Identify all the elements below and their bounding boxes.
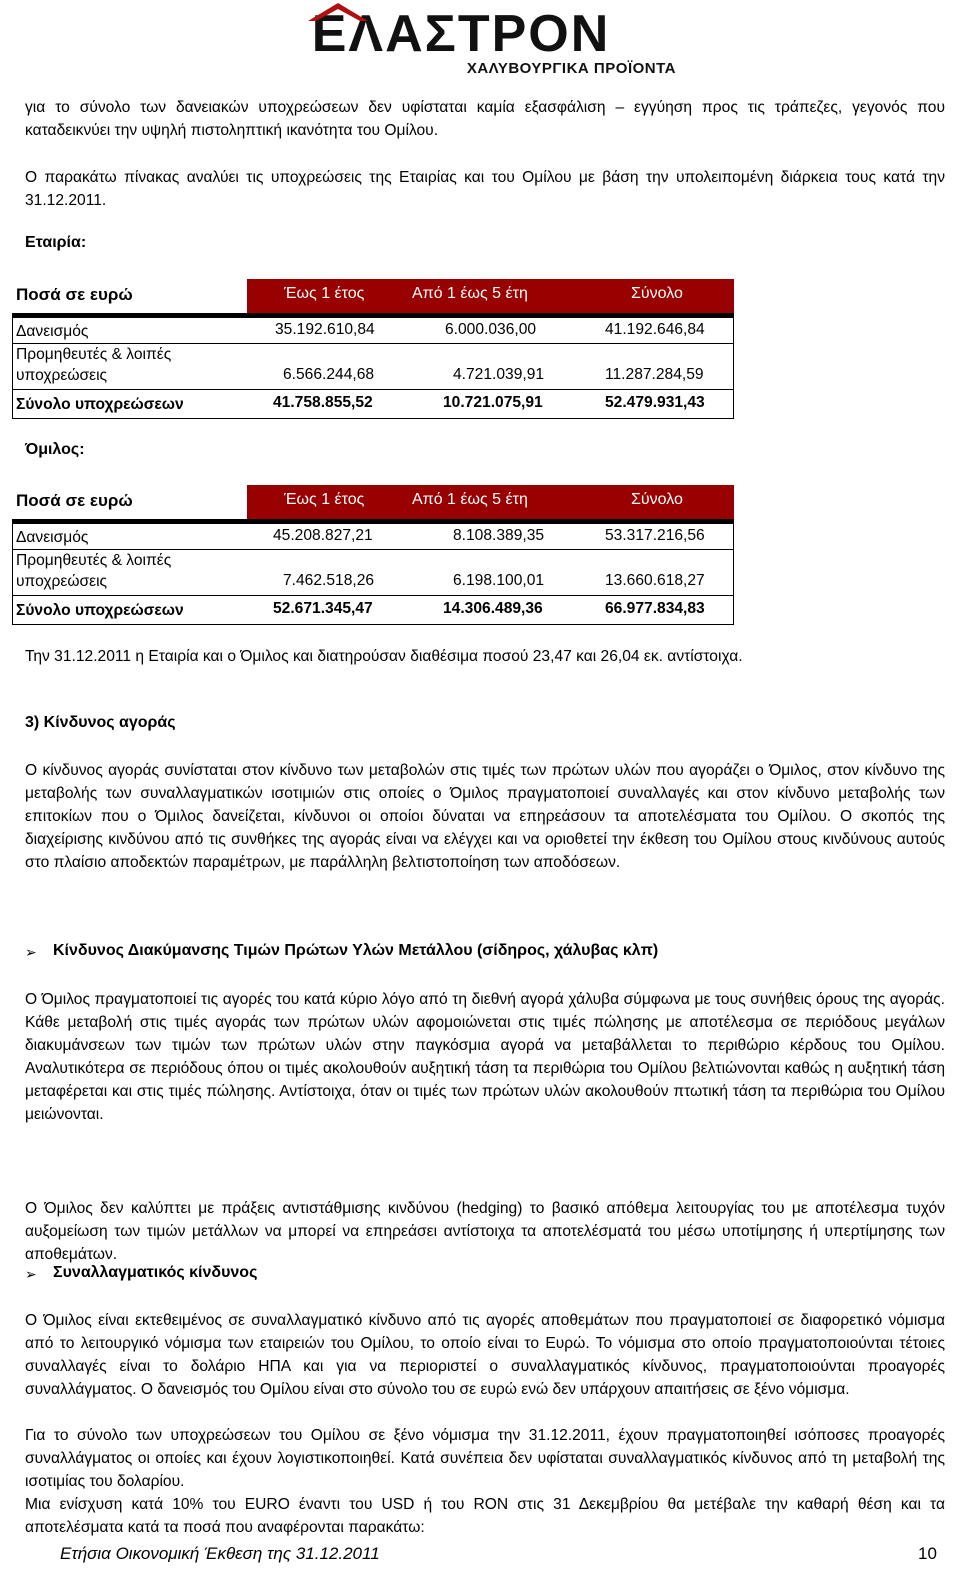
total-value-col3: 52.479.931,43 bbox=[605, 394, 705, 411]
row-divider bbox=[12, 595, 734, 596]
table-left-border bbox=[12, 318, 13, 419]
logo-chevron-icon bbox=[308, 3, 368, 25]
table-left-border bbox=[12, 524, 13, 625]
row-label-line2: υποχρεώσεις bbox=[16, 573, 108, 590]
row-value-col3: 53.317.216,56 bbox=[605, 527, 705, 544]
group-liabilities-table bbox=[12, 485, 734, 625]
header-col-1-to-5-years: Από 1 έως 5 έτη bbox=[412, 285, 528, 302]
row-divider bbox=[12, 389, 734, 390]
total-value-col3: 66.977.834,83 bbox=[605, 600, 705, 617]
row-label-line2: υποχρεώσεις bbox=[16, 367, 108, 384]
row-value-col2: 4.721.039,91 bbox=[453, 366, 545, 383]
total-label: Σύνολο υποχρεώσεων bbox=[16, 602, 184, 619]
row-value-col1: 6.566.244,68 bbox=[283, 366, 375, 383]
table-total-row bbox=[12, 394, 734, 416]
row-value-col2: 6.000.036,00 bbox=[445, 321, 537, 338]
row-label: Δανεισμός bbox=[16, 323, 89, 340]
table-header bbox=[12, 279, 734, 313]
header-amounts-label: Ποσά σε ευρώ bbox=[16, 285, 133, 304]
total-value-col2: 10.721.075,91 bbox=[443, 394, 543, 411]
logo-name: ΕΛΑΣΤΡΟΝ bbox=[311, 5, 611, 63]
paragraph-cash-available: Την 31.12.2011 η Εταιρία και ο Όμιλος και διατηρούσαν διαθέσιμα ποσού 23,47 και 26,04 εκ. αντίστοιχα. bbox=[25, 648, 743, 665]
paragraph-market-risk: Ο κίνδυνος αγοράς συνίσταται στον κίνδυνο των μεταβολών στις τιμές των πρώτων υλών που αγοράζει ο Όμιλος, στον κίνδυνο της μεταβολής των συναλλαγματικών ισοτιμιών στις οποίες ο Όμιλος πραγματοποιεί συναλλαγές και στον κίνδυνο μεταβολής των επιτοκίων που ο Όμιλος δανείζεται, κίνδυνοι οι οποίοι δύναται να επηρεάσουν τα αποτελέσματα του Ομίλου. Ο σκοπός της διαχείρισης κινδύνου από τις συνθήκες της αγοράς είναι να ελέγχει και να οριοθετεί την έκθεση του Ομίλου στους κινδύνους αυτούς στο πλαίσιο αποδεκτών παραμέτρων, με παράλληλη βελτιστοποίηση των αποδόσεων. bbox=[25, 762, 945, 871]
row-value-col2: 8.108.389,35 bbox=[453, 527, 545, 544]
row-label-line1: Προμηθευτές & λοιπές bbox=[16, 552, 172, 569]
row-value-col1: 35.192.610,84 bbox=[275, 321, 375, 338]
paragraph-fx-hedged: Για το σύνολο των υποχρεώσεων του Ομίλου σε ξένο νόμισμα την 31.12.2011, έχουν πραγματοποιηθεί ισόποσες προαγορές συναλλάγματος οι οποίες και έχουν λογιστικοποιηθεί. Κατά συνέπεια δεν υφίσταται συναλλαγματικός κίνδυνος από τη μεταβολή της ισοτιμίας του δολαρίου. bbox=[25, 1427, 945, 1490]
header-col-total: Σύνολο bbox=[631, 285, 683, 302]
header-col-up-to-1-year: Έως 1 έτος bbox=[284, 491, 365, 508]
row-value-col3: 11.287.284,59 bbox=[605, 366, 704, 383]
table-row bbox=[12, 527, 734, 549]
company-liabilities-table bbox=[12, 279, 734, 419]
table-right-border bbox=[733, 524, 734, 625]
paragraph-table-intro: Ο παρακάτω πίνακας αναλύει τις υποχρεώσεις της Εταιρίας και του Ομίλου με βάση την υπολειπομένη διάρκεια τους κατά την 31.12.2011. bbox=[25, 169, 945, 209]
arrow-bullet-icon: ➢ bbox=[25, 944, 37, 960]
row-value-col3: 13.660.618,27 bbox=[605, 572, 705, 589]
arrow-bullet-icon: ➢ bbox=[25, 1266, 37, 1282]
total-label: Σύνολο υποχρεώσεων bbox=[16, 396, 184, 413]
logo-tagline: ΧΑΛΥΒΟΥΡΓΙΚΑ ΠΡΟΪΟΝΤΑ bbox=[466, 60, 676, 77]
page-number: 10 bbox=[918, 1544, 937, 1563]
row-label: Δανεισμός bbox=[16, 529, 89, 546]
header-bar bbox=[247, 279, 734, 313]
heading-raw-material-risk: Κίνδυνος Διακύμανσης Τιμών Πρώτων Υλών Μετάλλου (σίδηρος, χάλυβας κλπ) bbox=[53, 942, 659, 959]
table-row bbox=[12, 321, 734, 343]
table-bottom-border bbox=[12, 418, 734, 419]
header-col-1-to-5-years: Από 1 έως 5 έτη bbox=[412, 491, 528, 508]
company-logo bbox=[236, 0, 686, 80]
paragraph-hedging: Ο Όμιλος δεν καλύπτει με πράξεις αντιστάθμισης κινδύνου (hedging) το βασικό απόθεμα λειτουργίας του με αποτέλεσμα τυχόν αυξομείωση των τιμών μετάλλων να μπορεί να επηρεάσει αντίστοιχα τα αποτελέσματά του μέσω υποτίμησης ή υπερτίμησης των αποθεμάτων. bbox=[25, 1200, 945, 1263]
footer-title: Ετήσια Οικονομική Έκθεση της 31.12.2011 bbox=[60, 1544, 380, 1563]
header-col-up-to-1-year: Έως 1 έτος bbox=[284, 285, 365, 302]
paragraph-sensitivity: Μια ενίσχυση κατά 10% του EURO έναντι του USD ή του RON στις 31 Δεκεμβρίου θα μετέβαλε την καθαρή θέση και τα αποτελέσματα κατά τα ποσά που αναφέρονται παρακάτω: bbox=[25, 1496, 945, 1536]
row-value-col1: 7.462.518,26 bbox=[283, 572, 375, 589]
heading-group: Όμιλος: bbox=[25, 441, 85, 458]
header-underline bbox=[12, 313, 734, 318]
table-right-border bbox=[733, 318, 734, 419]
heading-market-risk: 3) Κίνδυνος αγοράς bbox=[25, 714, 176, 731]
paragraph-guarantee: για το σύνολο των δανειακών υποχρεώσεων δεν υφίσταται καμία εξασφάλιση – εγγύηση προς τις τράπεζες, γεγονός που καταδεικνύει την υψηλή πιστοληπτική ικανότητα του Ομίλου. bbox=[25, 99, 945, 139]
heading-company: Εταιρία: bbox=[25, 234, 87, 251]
table-total-row bbox=[12, 600, 734, 622]
table-bottom-border bbox=[12, 624, 734, 625]
row-value-col2: 6.198.100,01 bbox=[453, 572, 545, 589]
total-value-col1: 52.671.345,47 bbox=[273, 600, 373, 617]
total-value-col1: 41.758.855,52 bbox=[273, 394, 373, 411]
table-row bbox=[12, 550, 734, 594]
header-bar bbox=[247, 485, 734, 519]
table-header bbox=[12, 485, 734, 519]
paragraph-fx-exposure: Ο Όμιλος είναι εκτεθειμένος σε συναλλαγματικό κίνδυνο από τις αγορές αποθεμάτων που πραγματοποιεί σε διαφορετικό νόμισμα από το λειτουργικό νόμισμα των εταιρειών του Ομίλου, το οποίο είναι το Ευρώ. Το νόμισμα στο οποίο πραγματοποιούνται τέτοιες συναλλαγές είναι το δολάριο ΗΠΑ και για να περιοριστεί ο συναλλαγματικός κίνδυνος, πραγματοποιούνται προαγορές συναλλάγματος. Ο δανεισμός του Ομίλου είναι στο σύνολο του σε ευρώ ενώ δεν υπάρχουν απαιτήσεις σε ξένο νόμισμα. bbox=[25, 1312, 945, 1398]
paragraph-raw-material: Ο Όμιλος πραγματοποιεί τις αγορές του κατά κύριο λόγο από τη διεθνή αγορά χάλυβα σύμφωνα με τους συνήθεις όρους της αγοράς. Κάθε μεταβολή στις τιμές αγοράς των πρώτων υλών αφομοιώνεται στις τιμές πώλησης με αποτέλεσμα σε περιόδους μεγάλων διακυμάνσεων των τιμών των πρώτων υλών στην παγκόσμια αγορά να μεταβάλλεται το περιθώριο κέρδους του Ομίλου. Αναλυτικότερα σε περιόδους όπου οι τιμές ακολουθούν αυξητική τάση τα περιθώρια του Ομίλου βελτιώνονται καθώς η αυξητική τάση μεταφέρεται και στις τιμές πώλησης. Αντίστοιχα, όταν οι τιμές των πρώτων υλών ακολουθούν πτωτική τάση τα περιθώρια του Ομίλου μειώνονται. bbox=[25, 991, 945, 1123]
heading-fx-risk: Συναλλαγματικός κίνδυνος bbox=[53, 1264, 258, 1281]
header-amounts-label: Ποσά σε ευρώ bbox=[16, 491, 133, 510]
row-value-col1: 45.208.827,21 bbox=[273, 527, 373, 544]
total-value-col2: 14.306.489,36 bbox=[443, 600, 543, 617]
header-col-total: Σύνολο bbox=[631, 491, 683, 508]
header-underline bbox=[12, 519, 734, 524]
table-row bbox=[12, 344, 734, 388]
row-value-col3: 41.192.646,84 bbox=[605, 321, 705, 338]
row-label-line1: Προμηθευτές & λοιπές bbox=[16, 346, 172, 363]
